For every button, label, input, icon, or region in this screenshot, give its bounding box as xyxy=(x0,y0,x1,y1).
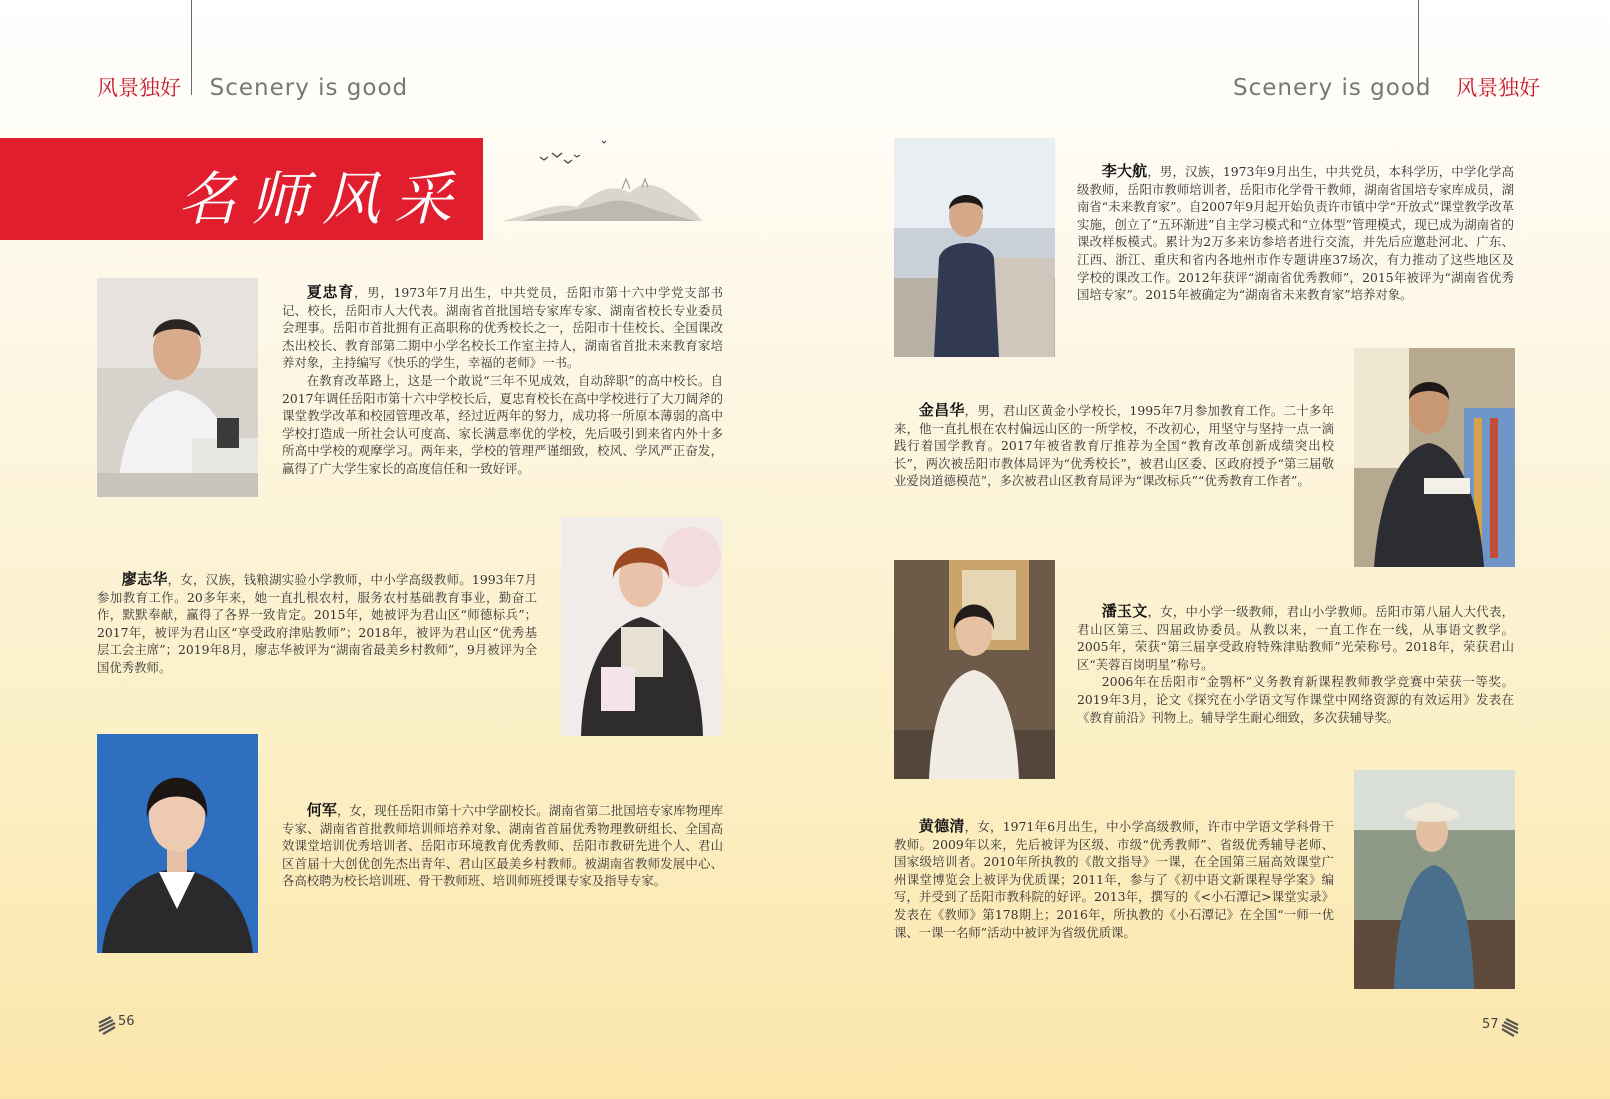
name-xia-zhongyu: 夏忠育 xyxy=(306,283,355,301)
bio-xia-zhongyu-p2: 在教育改革路上，这是一个敢说“三年不见成效，自动辞职”的高中校长。自2017年调任岳阳市第十六中学校长后，夏忠育校长在高中学校进行了大刀阔斧的课堂教学改革和校园管理改革，经过近两年的努力，成功将一所原本薄弱的高中学校打造成一所社会认可度高、家长满意率优的学校，先后吸引到来省内外十多所高中学校的观摩学习。两年来，学校的管理严谨细致，校风、学风严正奋发，赢得了广大学生家长的高度信任和一致好评。 xyxy=(282,372,723,476)
page-number-right: 57 xyxy=(1482,1017,1499,1032)
photo-jin-changhua xyxy=(1354,348,1515,567)
name-liao-zhihua: 廖志华 xyxy=(121,570,168,588)
header-right-en: Scenery is good xyxy=(1233,75,1432,101)
landscape-decoration xyxy=(502,135,702,229)
bio-pan-yuwen-p1: ，女，中小学一级教师，君山小学教师。岳阳市第八届人大代表，君山区第三、四届政协委员。从教以来，一直工作在一线，从事语文教学。2005年，荣获“第三届享受政府特殊津贴教师”光荣称号。2018年，荣获君山区“芙蓉百岗明星”称号。 xyxy=(1077,604,1514,672)
photo-liao-zhihua xyxy=(561,517,722,736)
header-left xyxy=(97,72,408,102)
bio-xia-zhongyu-p1: ，男，1973年7月出生，中共党员，岳阳市第十六中学党支部书记、校长，岳阳市人大代表。湖南省首批国培专家库专家、湖南省校长专业委员会理事。岳阳市首批拥有正高职称的优秀校长之一，岳阳市十佳校长、全国课改杰出校长、教育部第二期中小学名校长工作室主持人，湖南省首批未来教育家培养对象，主持编写《快乐的学生，幸福的老师》一书。 xyxy=(282,285,723,371)
name-huang-deqing: 黄德清 xyxy=(918,817,965,835)
bio-pan-yuwen-p2: 2006年在岳阳市“金鹗杯”义务教育新课程教师教学竞赛中荣获一等奖。2019年3月，论文《探究在小学语文写作课堂中网络资源的有效运用》发表在《教育前沿》刊物上。辅导学生耐心细致，多次获辅导奖。 xyxy=(1077,674,1514,725)
name-he-jun: 何军 xyxy=(306,801,337,819)
bio-liao-zhihua-p1: ，女，汉族，钱粮湖实验小学教师，中小学高级教师。1993年7月参加教育工作。20多年来，她一直扎根农村，服务农村基础教育事业，勤奋工作，默默奉献，赢得了各界一致肯定。2015年，她被评为君山区“师德标兵”；2017年，被评为君山区“享受政府津贴教师”；2018年，被评为君山区“优秀基层工会主席”；2019年8月，廖志华被评为“湖南省最美乡村教师”，9月被评为全国优秀教师。 xyxy=(97,572,537,675)
photo-he-jun xyxy=(97,734,258,953)
name-jin-changhua: 金昌华 xyxy=(918,401,965,419)
bio-he-jun xyxy=(282,802,723,890)
header-right-cn: 风景独好 xyxy=(1456,76,1541,100)
bio-jin-changhua-p1: ，男，君山区黄金小学校长，1995年7月参加教育工作。二十多年来，他一直扎根在农村偏远山区的一所学校，不改初心，用坚守与坚持一点一滴践行着国学教育。2017年被省教育厅推荐为全国“教育改革创新成绩突出校长”，两次被岳阳市教体局评为“优秀校长”，被君山区委、区政府授予“第三届敬业爱岗道德模范”，多次被君山区教育局评为“课改标兵”“优秀教育工作者”。 xyxy=(894,403,1334,489)
bio-huang-deqing xyxy=(894,818,1334,941)
photo-huang-deqing xyxy=(1354,770,1515,989)
bio-huang-deqing-p1: ，女，1971年6月出生，中小学高级教师，许市中学语文学科骨干教师。2009年以来，先后被评为区级、市级“优秀教师”、省级优秀辅导老师、国家级培训者。2010年所执教的《散文指导》一课，在全国第三届高效课堂广州课堂博览会上被评为优质课；2011年，参与了《初中语文新课程导学案》编写，并受到了岳阳市教科院的好评。2013年，撰写的《<小石潭记>课堂实录》发表在《教师》第178期上；2016年，所执教的《小石潭记》在全国“一师一优课、一课一名师”活动中被评为省级优质课。 xyxy=(894,819,1334,940)
bio-liao-zhihua xyxy=(97,571,537,677)
banner-title: 名师风采 xyxy=(178,165,467,233)
header-left-en: Scenery is good xyxy=(209,75,409,101)
page-icon-left xyxy=(97,1015,117,1039)
bio-li-dahang-p1: ，男，汉族，1973年9月出生，中共党员，本科学历，中学化学高级教师，岳阳市教师培训者，岳阳市化学骨干教师，湖南省国培专家库成员，湖南省“未来教育家”。自2007年9月起开始负责许市镇中学“开放式”课堂教学改革实施，创立了“五环渐进”自主学习模式和“立体型”管理模式，现已成为湖南省的课改样板模式。累计为2万多来访参培者进行交流，并先后应邀赴河北、广东、江西、浙江、重庆和省内各地州市作专题讲座37场次，有力推动了这些地区及学校的课改工作。2012年获评“湖南省优秀教师”，2015年被评为“湖南省优秀国培专家”。2015年被确定为“湖南省未来教育家”培养对象。 xyxy=(1077,164,1514,303)
bio-jin-changhua xyxy=(894,402,1334,490)
photo-xia-zhongyu xyxy=(97,278,258,497)
name-pan-yuwen: 潘玉文 xyxy=(1101,602,1148,620)
page-icon-right xyxy=(1500,1017,1520,1041)
bio-li-dahang xyxy=(894,163,1514,304)
name-li-dahang: 李大航 xyxy=(1101,162,1148,180)
bio-xia-zhongyu xyxy=(282,284,723,478)
bio-pan-yuwen xyxy=(894,603,1514,726)
bio-he-jun-p1: ，女，现任岳阳市第十六中学副校长。湖南省第二批国培专家库物理库专家、湖南省首批教师培训师培养对象、湖南省首届优秀物理教研组长、全国高效课堂培训优秀培训者、岳阳市环境教育优秀教师、岳阳市教研先进个人、君山区首届十大创优创先杰出青年、君山区最美乡村教师。被湖南省教师发展中心、各高校聘为校长培训班、骨干教师班、培训师班授课专家及指导专家。 xyxy=(282,803,723,889)
header-right xyxy=(1233,72,1540,102)
header-left-cn: 风景独好 xyxy=(97,76,181,100)
page-number-left: 56 xyxy=(118,1014,135,1029)
